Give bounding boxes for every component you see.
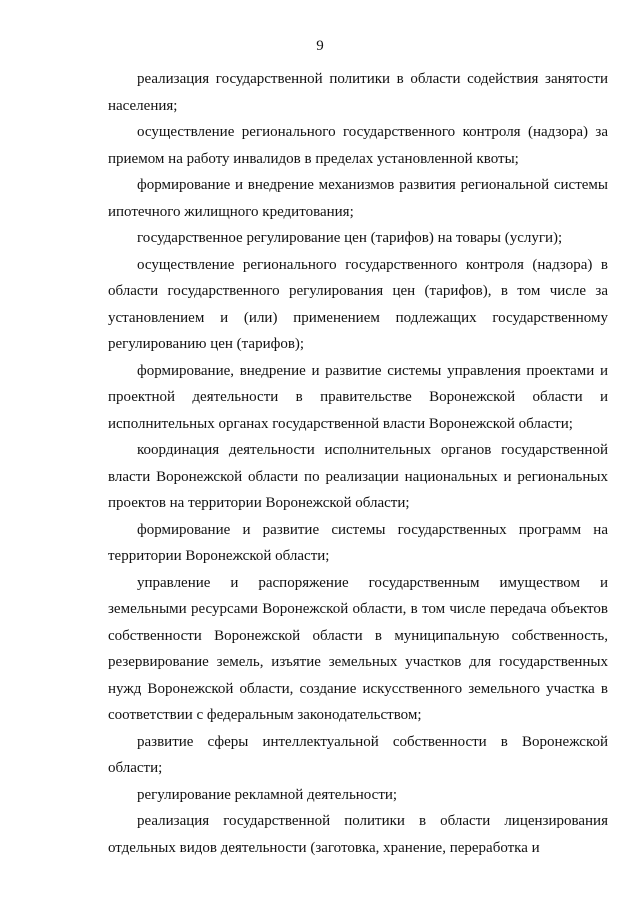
paragraph-price-control: осуществление регионального государственного контроля (надзора) в области государственного регулирования цен (тарифов), в том числе за установлением и (или) применением подлежащих государственному регулированию цен (тарифов); (108, 256, 608, 352)
paragraph-price-regulation: государственное регулирование цен (тарифов) на товары (услуги); (137, 230, 563, 246)
paragraph-state-programs: формирование и развитие системы государственных программ на территории Воронежской области; (108, 521, 608, 564)
paragraph-national-projects: координация деятельности исполнительных органов государственной власти Воронежской области по реализации национальных и региональных проектов на территории Воронежской области; (108, 442, 608, 511)
paragraph-mortgage-system: формирование и внедрение механизмов развития региональной системы ипотечного жилищного кредитования; (108, 177, 608, 220)
paragraph-employment-policy: реализация государственной политики в области содействия занятости населения; (108, 71, 608, 114)
document-body (108, 66, 608, 861)
paragraph-licensing-policy: реализация государственной политики в области лицензирования отдельных видов деятельности (заготовка, хранение, переработка и (108, 813, 608, 856)
paragraph-advertising-regulation: регулирование рекламной деятельности; (137, 786, 398, 803)
page-number: 9 (316, 38, 324, 54)
paragraph-disabled-quota-control: осуществление регионального государственного контроля (надзора) за приемом на работу инвалидов в пределах установленной квоты; (108, 124, 608, 167)
paragraph-intellectual-property: развитие сферы интеллектуальной собственности в Воронежской области; (108, 733, 608, 776)
paragraph-project-management: формирование, внедрение и развитие системы управления проектами и проектной деятельности в правительстве Воронежской области и исполнительных органах государственной власти Воронежской области; (108, 362, 608, 432)
paragraph-property-management: управление и распоряжение государственным имуществом и земельными ресурсами Воронежской области, в том числе передача объектов собственности Воронежской области в муниципальную собственность, резервирование земель, изъятие земельных участков для государственных нужд Воронежской области, создание искусственного земельного участка в соответствии с федеральным законодательством; (108, 574, 608, 723)
